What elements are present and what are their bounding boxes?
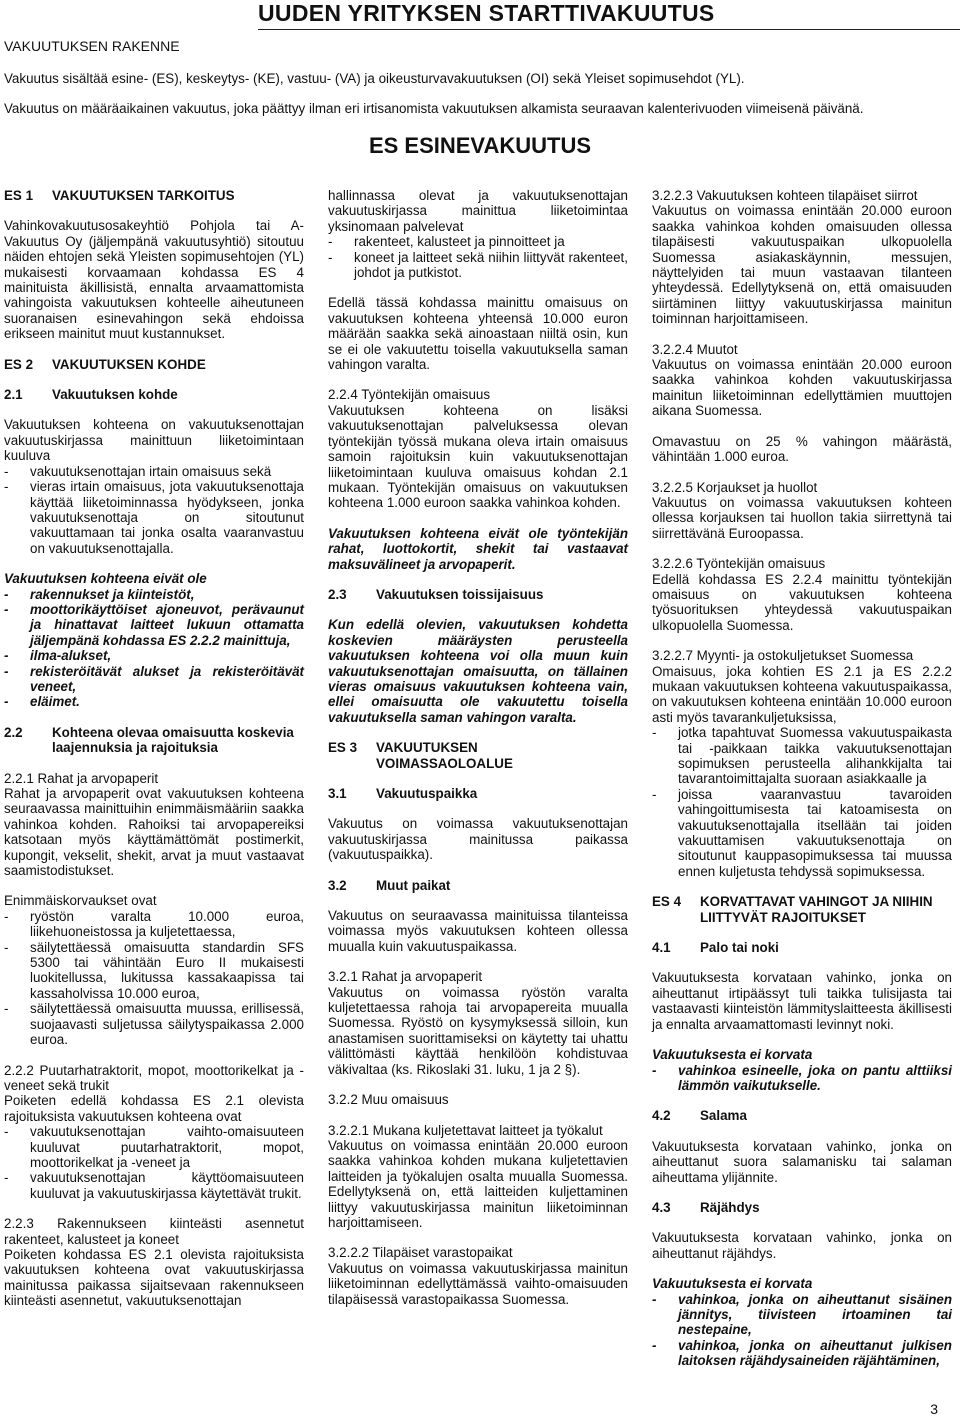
list-item: - eläimet. xyxy=(4,694,304,709)
s3225-text: Vakuutus on voimassa vakuutuksen kohteen ollessa korjauksen tai huollon takia siirrettynä tai siirrettävänä Euroopassa. xyxy=(652,494,952,541)
s3222-text: Vakuutus on voimassa vakuutuskirjassa mainitun liiketoiminnan edellyttämässä vaihto-omaisuuden tilapäisessä varastopaikassa Suomessa. xyxy=(328,1260,628,1307)
s31-text: Vakuutus on voimassa vakuutuksenottajan vakuutuskirjassa mainitussa paikassa (vakuutuspaikka). xyxy=(328,816,628,863)
list-item: - moottorikäyttöiset ajoneuvot, perävaunut ja hinattavat laitteet lukuun ottamatta jäljempänä kohdassa ES 2.2.2 mainittuja, xyxy=(4,602,304,648)
s3227-title: 3.2.2.7 Myynti- ja ostokuljetukset Suomessa xyxy=(652,648,914,664)
s223-title: 2.2.3 Rakennukseen kiinteästi asennetut rakenteet, kalusteet ja koneet xyxy=(4,1216,304,1247)
s222-text: Poiketen edellä kohdassa ES 2.1 olevista rajoituksista vakuutuksen kohteena ovat xyxy=(4,1093,304,1124)
heading-3-2: 3.2 Muut paikat xyxy=(328,877,451,893)
s222-list xyxy=(4,1124,304,1201)
list-item: - vakuutuksenottajan käyttöomaisuuteen kuuluvat ja vakuutuskirjassa käytettävät trukit. xyxy=(4,1170,304,1201)
s3224-title: 3.2.2.4 Muutot xyxy=(652,341,738,357)
s3226-text: Edellä kohdassa ES 2.2.4 mainittu työntekijän omaisuus on vakuutuksen kohteena työsuorituksen yhteydessä vakuutuspaikan ulkopuolella Suomessa. xyxy=(652,571,952,633)
heading-es4: ES 4 KORVATTAVAT VAHINGOT JA NIIHIN LIITTYVÄT RAJOITUKSET xyxy=(652,894,933,925)
s3222-title: 3.2.2.2 Tilapäiset varastopaikat xyxy=(328,1245,513,1261)
limits-list xyxy=(4,909,304,1048)
s41-exclusion-list xyxy=(652,1063,952,1094)
s23-text: Kun edellä olevien, vakuutuksen kohdetta koskevien määräysten perusteella vakuutuksen kohteena voi olla muun kuin vakuutuksenottajan omaisuutta, on tällainen vieras omaisuus vakuutuksen kohteena vain, ellei omaisuutta ole vakuutettu toisella vakuutuksella saman vahingon varalta. xyxy=(328,617,628,725)
intro-paragraph-1: Vakuutus sisältää esine- (ES), keskeytys- (KE), vastuu- (VA) ja oikeusturvavakuutuksen (OI) sekä Yleiset sopimusehdot (YL). xyxy=(4,71,745,86)
list-item: - rakennukset ja kiinteistöt, xyxy=(4,587,304,602)
heading-2-1: 2.1 Vakuutuksen kohde xyxy=(4,387,178,403)
s41-text: Vakuutuksesta korvataan vahinko, jonka on aiheuttanut irtipäässyt tuli taikka tulisijasta tai vastaavasti kiinteistön lämmityslaitteesta äkillisesti ja ennalta arvaamattomasti levinnyt noki. xyxy=(652,970,952,1032)
s222-title: 2.2.2 Puutarhatraktorit, mopot, moottorikelkat ja -veneet sekä trukit xyxy=(4,1062,304,1093)
s42-text: Vakuutuksesta korvataan vahinko, jonka on aiheuttanut suora salamanisku tai salaman aiheuttama ylijännite. xyxy=(652,1138,952,1185)
list-item: - ilma-alukset, xyxy=(4,648,304,663)
heading-3-1: 3.1 Vakuutuspaikka xyxy=(328,786,478,801)
s3227-text: Omaisuus, joka kohtien ES 2.1 ja ES 2.2.2 mukaan vakuutuksen kohteena vakuutuspaikassa, on vakuutuksen kohteena enintään 10.000 euroon asti myös tavarankuljetuksissa, xyxy=(652,663,952,725)
list-item: - säilytettäessä omaisuutta standardin SFS 5300 tai vähintään Euro II mukaisesti luokitellussa, lukitussa kassakaapissa tai kassaholvissa 10.000 euroa, xyxy=(4,940,304,1002)
s224-exclusion: Vakuutuksen kohteena eivät ole työntekijän rahat, luottokortit, shekit tai vastaavat maksuvälineet ja arvopaperit. xyxy=(328,525,628,572)
s21-text: Vakuutuksen kohteena on vakuutuksenottajan vakuutuskirjassa mainittuun liiketoimintaan kuuluva xyxy=(4,417,304,464)
exclusions-list xyxy=(4,587,304,710)
cont-text: hallinnassa olevat ja vakuutuksenottajan vakuutuskirjassa mainittua liiketoimintaa yksinomaan palvelevat xyxy=(328,188,628,234)
s21-list xyxy=(4,464,304,556)
s224-title: 2.2.4 Työntekijän omaisuus xyxy=(328,387,491,403)
heading-2-3: 2.3 Vakuutuksen toissijaisuus xyxy=(328,586,544,602)
s43-text: Vakuutuksesta korvataan vahinko, jonka on aiheuttanut räjähdys. xyxy=(652,1230,952,1261)
limits-heading: Enimmäiskorvaukset ovat xyxy=(4,893,157,909)
list-item: - rekisteröitävät alukset ja rekisteröitävät veneet, xyxy=(4,664,304,695)
cont-list xyxy=(328,234,628,280)
s322-title: 3.2.2 Muu omaisuus xyxy=(328,1092,449,1108)
s3224-text-2: Omavastuu on 25 % vahingon määrästä, vähintään 1.000 euroa. xyxy=(652,433,952,465)
structure-heading: VAKUUTUKSEN RAKENNE xyxy=(4,38,180,54)
list-item: - koneet ja laitteet sekä niihin liittyvät rakenteet, johdot ja putkistot. xyxy=(328,250,628,281)
document-title: UUDEN YRITYKSEN STARTTIVAKUUTUS xyxy=(258,0,715,26)
list-item: - ryöstön varalta 10.000 euroa, liikehuoneistossa ja kuljetettaessa, xyxy=(4,909,304,940)
s221-title: 2.2.1 Rahat ja arvopaperit xyxy=(4,770,159,786)
s221-text: Rahat ja arvopaperit ovat vakuutuksen kohteena seuraavassa mainittuihin enimmäismääriin saakka vahinkoa kohden. Rahoiksi tai arvopapereiksi katsotaan myös käyttämättömät postimerkit, kupongit, vekselit, shekit, arvat ja muut vastaavat saamistodistukset. xyxy=(4,786,304,879)
s32-text: Vakuutus on seuraavassa mainituissa tilanteissa voimassa myös vakuutuksen kohteen ollessa muualla kuin vakuutuspaikassa. xyxy=(328,908,628,954)
heading-es3: ES 3 VAKUUTUKSEN VOIMASSAOLOALUE xyxy=(328,740,513,771)
s41-exclusion-heading: Vakuutuksesta ei korvata xyxy=(652,1047,813,1063)
list-item: - vieras irtain omaisuus, jota vakuutuksenottaja käyttää liiketoiminnassa hyödykseen, jonka vakuutuksenottaja on sitoutunut vakuuttamaan tai jonka osalta vaaranvastuu on vakuutuksenottajalla. xyxy=(4,479,304,556)
page-number: 3 xyxy=(930,1401,938,1417)
s43-exclusion-heading: Vakuutuksesta ei korvata xyxy=(652,1276,813,1292)
column-1 xyxy=(4,188,304,1324)
list-item: - vakuutuksenottajan irtain omaisuus sekä xyxy=(4,464,304,479)
s223-text: Poiketen kohdassa ES 2.1 olevista rajoituksista vakuutuksen kohteena ovat vakuutuskirjassa mainitussa paikassa sijaitsevaan rakennukseen kiinteästi asennetut, vakuutuksenottajan xyxy=(4,1246,304,1309)
s3221-text: Vakuutus on voimassa enintään 20.000 euroon saakka vahinkoa kohden mukana kuljetettavien laitteiden ja työkalujen osalta muualla Suomessa. Edellytyksenä on, että laitteiden kuljettaminen liittyy vakuutuskirjassa mainitun liiketoiminnan harjoittamiseen. xyxy=(328,1137,628,1230)
s321-text: Vakuutus on voimassa ryöstön varalta kuljetettaessa rahoja tai arvopapereita muualla Suomessa. Ryöstö on kysymyksessä silloin, kun anastamisen suorittamiseksi on käytetty tai uhattu välittömästi käyttää henkilöön kohdistuvaa väkivaltaa (ks. Rikoslaki 31. luku, 1 ja 2 §). xyxy=(328,984,628,1077)
list-item: - joissa vaaranvastuu tavaroiden vahingoittumisesta tai katoamisesta on vakuutuksenottajalla itsellään tai joiden vakuuttamisen vakuutuksenottaja on sitoutunut kauppasopimuksessa tai muussa ennen kuljetusta tehdyssä sopimuksessa. xyxy=(652,787,952,879)
es1-text: Vahinkovakuutusosakeyhtiö Pohjola tai A-Vakuutus Oy (jäljempänä vakuutusyhtiö) sitoutuu näiden ehtojen sekä Yleisten sopimusehtojen (YL) mukaisesti korvaamaan kohdassa ES 4 mainituista äkillisistä, ennalta arvaamattomista vahingoista vakuutuksen kohteelle aiheutuneen suoranaisen esinevahingon sekä ehdoissa erikseen mainitut muut kustannukset. xyxy=(4,218,304,342)
heading-es1: ES 1 VAKUUTUKSEN TARKOITUS xyxy=(4,188,235,203)
list-item: - jotka tapahtuvat Suomessa vakuutuspaikasta tai -paikkaan taikka vakuutuksenottajan sopimuksen perusteella alihankkijalta tai tavarantoimittajalta suoraan asiakkaalle ja xyxy=(652,725,952,787)
heading-4-2: 4.2 Salama xyxy=(652,1108,747,1124)
heading-es2: ES 2 VAKUUTUKSEN KOHDE xyxy=(4,356,206,372)
exclusions-heading: Vakuutuksen kohteena eivät ole xyxy=(4,571,207,587)
section-title-es: ES ESINEVAKUUTUS xyxy=(368,133,592,158)
list-item: - vakuutuksenottajan vaihto-omaisuuteen kuuluvat puutarhatraktorit, mopot, moottorikelkat ja -veneet ja xyxy=(4,1124,304,1170)
s3225-title: 3.2.2.5 Korjaukset ja huollot xyxy=(652,479,818,495)
list-item: - vahinkoa esineelle, joka on pantu alttiiksi lämmön vaikutukselle. xyxy=(652,1063,952,1094)
s43-exclusion-list xyxy=(652,1292,952,1369)
s3223-text: Vakuutus on voimassa enintään 20.000 euroon saakka vahinkoa kohden omaisuuden ollessa tilapäisesti vakuutuspaikan ulkopuolella Suomessa asiakaskäynnin, messujen, näyttelyiden tai muun vastaavan tilanteen yhteydessä. Edellytyksenä on, että omaisuuden siirtäminen liittyy vakuutuskirjassa mainitun toiminnan harjoittamiseen. xyxy=(652,203,952,327)
list-item: - rakenteet, kalusteet ja pinnoitteet ja xyxy=(328,234,628,249)
s321-title: 3.2.1 Rahat ja arvopaperit xyxy=(328,969,483,985)
s224-text: Vakuutuksen kohteena on lisäksi vakuutuksenottajan palveluksessa olevan työntekijän työssä mukana oleva irtain omaisuus samoin rajoituksin kuin vakuutuksenottajan liiketoimintaan kuuluva omaisuus kohdan 2.1 mukaan. Työntekijän omaisuus on vakuutuksen kohteena 1.000 euroon saakka vahinkoa kohden. xyxy=(328,402,628,511)
list-item: - säilytettäessä omaisuutta muussa, erillisessä, suojaavasti suljetussa säilytyspaikassa 2.000 euroa. xyxy=(4,1001,304,1047)
cont-text-2: Edellä tässä kohdassa mainittu omaisuus on vakuutuksen kohteena yhteensä 10.000 euron määrään saakka sekä ainoastaan niiltä osin, kun se ei ole vakuutettu toisella vakuutuksella saman vahingon varalta. xyxy=(328,295,628,373)
s3223-title: 3.2.2.3 Vakuutuksen kohteen tilapäiset siirrot xyxy=(652,188,918,203)
s3227-list xyxy=(652,725,952,879)
heading-4-1: 4.1 Palo tai noki xyxy=(652,940,779,956)
title-rule xyxy=(258,29,960,30)
list-item: - vahinkoa, jonka on aiheuttanut julkisen laitoksen räjähdysaineiden räjähtäminen, xyxy=(652,1338,952,1369)
heading-4-3: 4.3 Räjähdys xyxy=(652,1199,760,1215)
heading-2-2: 2.2 Kohteena olevaa omaisuutta koskevia laajennuksia ja rajoituksia xyxy=(4,724,294,756)
column-3 xyxy=(652,188,952,1384)
s3226-title: 3.2.2.6 Työntekijän omaisuus xyxy=(652,556,826,572)
s3221-title: 3.2.2.1 Mukana kuljetettavat laitteet ja työkalut xyxy=(328,1122,603,1138)
s3224-text: Vakuutus on voimassa enintään 20.000 euroon saakka vahinkoa kohden vakuutuskirjassa mainitun liiketoiminnan edellyttämien muuttojen aikana Suomessa. xyxy=(652,357,952,419)
intro-paragraph-2: Vakuutus on määräaikainen vakuutus, joka päättyy ilman eri irtisanomista vakuutuksen alkamista seuraavan kalenterivuoden viimeisenä päivänä. xyxy=(4,101,864,116)
list-item: - vahinkoa, jonka on aiheuttanut sisäinen jännitys, tiivisteen irtoaminen tai nestepaine, xyxy=(652,1292,952,1338)
column-2 xyxy=(328,188,628,1322)
